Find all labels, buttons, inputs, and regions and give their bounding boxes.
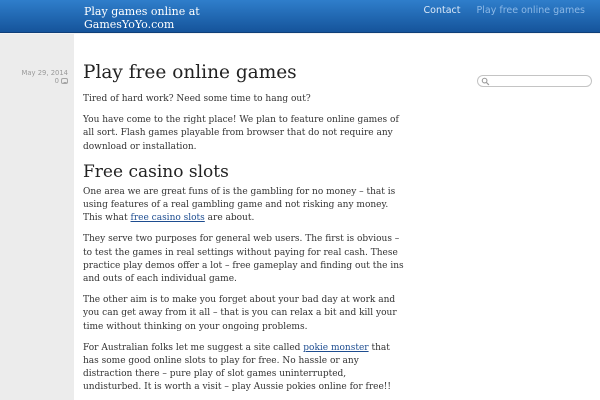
- paragraph-text: One area we are great funs of is the gambling for no money – that is using features of a real gambling game and not risking any money. This what: [83, 186, 396, 224]
- content-area: [74, 34, 600, 400]
- comments-link[interactable]: [55, 77, 68, 85]
- intro-paragraph-2: You have come to the right place! We plan to feature online games of all sort. Flash games playable from browser that do not require any download or installation.: [83, 115, 399, 152]
- free-casino-slots-link[interactable]: free casino slots: [130, 213, 205, 224]
- comment-bubble-icon: [61, 78, 68, 84]
- nav-contact[interactable]: Contact: [423, 5, 461, 16]
- search-input[interactable]: [491, 76, 589, 86]
- paragraph-text: For Australian folks let me suggest a site called: [83, 342, 304, 353]
- post-meta-column: [0, 34, 74, 400]
- paragraph-casino-slots: [83, 186, 405, 226]
- paragraph-text: that has some good online slots to play for free. No hassle or any distraction there – pure play of slot games uninterrupted, undisturbed. It is worth a visit – play Aussie pokies online for free!!: [83, 342, 392, 393]
- pokie-monster-link[interactable]: pokie monster: [303, 342, 369, 353]
- site-title-link[interactable]: Play games online at GamesYoYo.com: [84, 5, 200, 31]
- paragraph-text: are about.: [204, 213, 255, 224]
- header-bar: [0, 0, 600, 33]
- comments-count: 0: [54, 77, 59, 85]
- intro-paragraph-1: Tired of hard work? Need some time to hang out?: [83, 94, 311, 104]
- post-date: May 29, 2014: [21, 69, 68, 77]
- search-icon: [481, 77, 490, 86]
- nav-play-free-online-games[interactable]: Play free online games: [476, 5, 585, 16]
- main-nav: [424, 5, 585, 16]
- page-title: Play free online games: [83, 62, 297, 83]
- paragraph-other-aim: The other aim is to make you forget about your bad day at work and you can get away from it all – that is you can relax a bit and kill your time without thinking on your ongoing problems.: [83, 295, 397, 332]
- search-box: [477, 75, 592, 87]
- paragraph-australian: [83, 342, 405, 395]
- paragraph-purposes: They serve two purposes for general web users. The first is obvious – to test the games in real settings without paying for real cash. These practice play demos offer a lot – free gameplay and finding out the ins and outs of each individual game.: [83, 234, 404, 285]
- section-heading: Free casino slots: [83, 161, 229, 182]
- article: [83, 62, 405, 400]
